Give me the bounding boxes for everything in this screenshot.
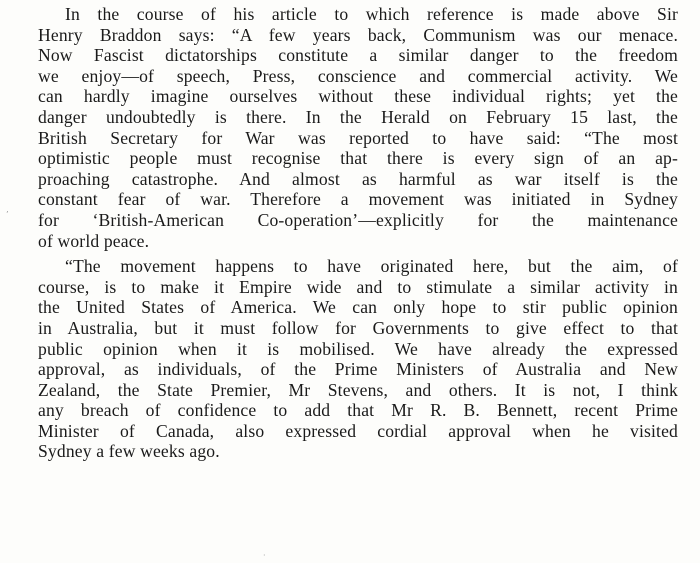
text-line: In the course of his article to which reference is made above Sir [65, 4, 678, 24]
text-line: of world peace. [38, 230, 150, 251]
text-line: Zealand, the State Premier, Mr Stevens, and others. It is not, I think [38, 379, 678, 400]
text-line: can hardly imagine ourselves without these individual rights; yet the [38, 86, 678, 107]
text-line: danger undoubtedly is there. In the Herald on February 15 last, the [38, 106, 678, 127]
text-line: British Secretary for War was reported to have said: “The most [38, 127, 678, 148]
paragraph-1 [38, 4, 678, 251]
article-text [38, 4, 678, 462]
text-line: public opinion when it is mobilised. We have already the expressed [38, 338, 678, 359]
text-line: “The movement happens to have originated here, but the aim, of [65, 256, 678, 277]
bottom-mark: · [263, 551, 266, 560]
text-line: optimistic people must recognise that there is every sign of an ap- [38, 148, 678, 169]
text-line: in Australia, but it must follow for Governments to give effect to that [38, 317, 678, 338]
text-line: Minister of Canada, also expressed cordial approval when he visited [38, 420, 678, 441]
text-line: the United States of America. We can only hope to stir public opinion [38, 297, 678, 318]
text-line: for ‘British-American Co-operation’—explicitly for the maintenance [38, 209, 678, 230]
text-line: we enjoy—of speech, Press, conscience and commercial activity. We [38, 65, 678, 86]
text-line: course, is to make it Empire wide and to stimulate a similar activity in [38, 276, 678, 297]
text-line: any breach of confidence to add that Mr R. B. Bennett, recent Prime [38, 400, 678, 421]
paragraph-2 [38, 256, 678, 462]
text-line: Sydney a few weeks ago. [38, 441, 220, 462]
text-line: constant fear of war. Therefore a movement was initiated in Sydney [38, 189, 678, 210]
text-line: Henry Braddon says: “A few years back, Communism was our menace. [38, 24, 678, 45]
margin-mark: ’ [6, 210, 9, 219]
text-line: approval, as individuals, of the Prime Ministers of Australia and New [38, 359, 678, 380]
text-line: proaching catastrophe. And almost as harmful as war itself is the [38, 168, 678, 189]
text-line: Now Fascist dictatorships constitute a similar danger to the freedom [38, 45, 678, 66]
